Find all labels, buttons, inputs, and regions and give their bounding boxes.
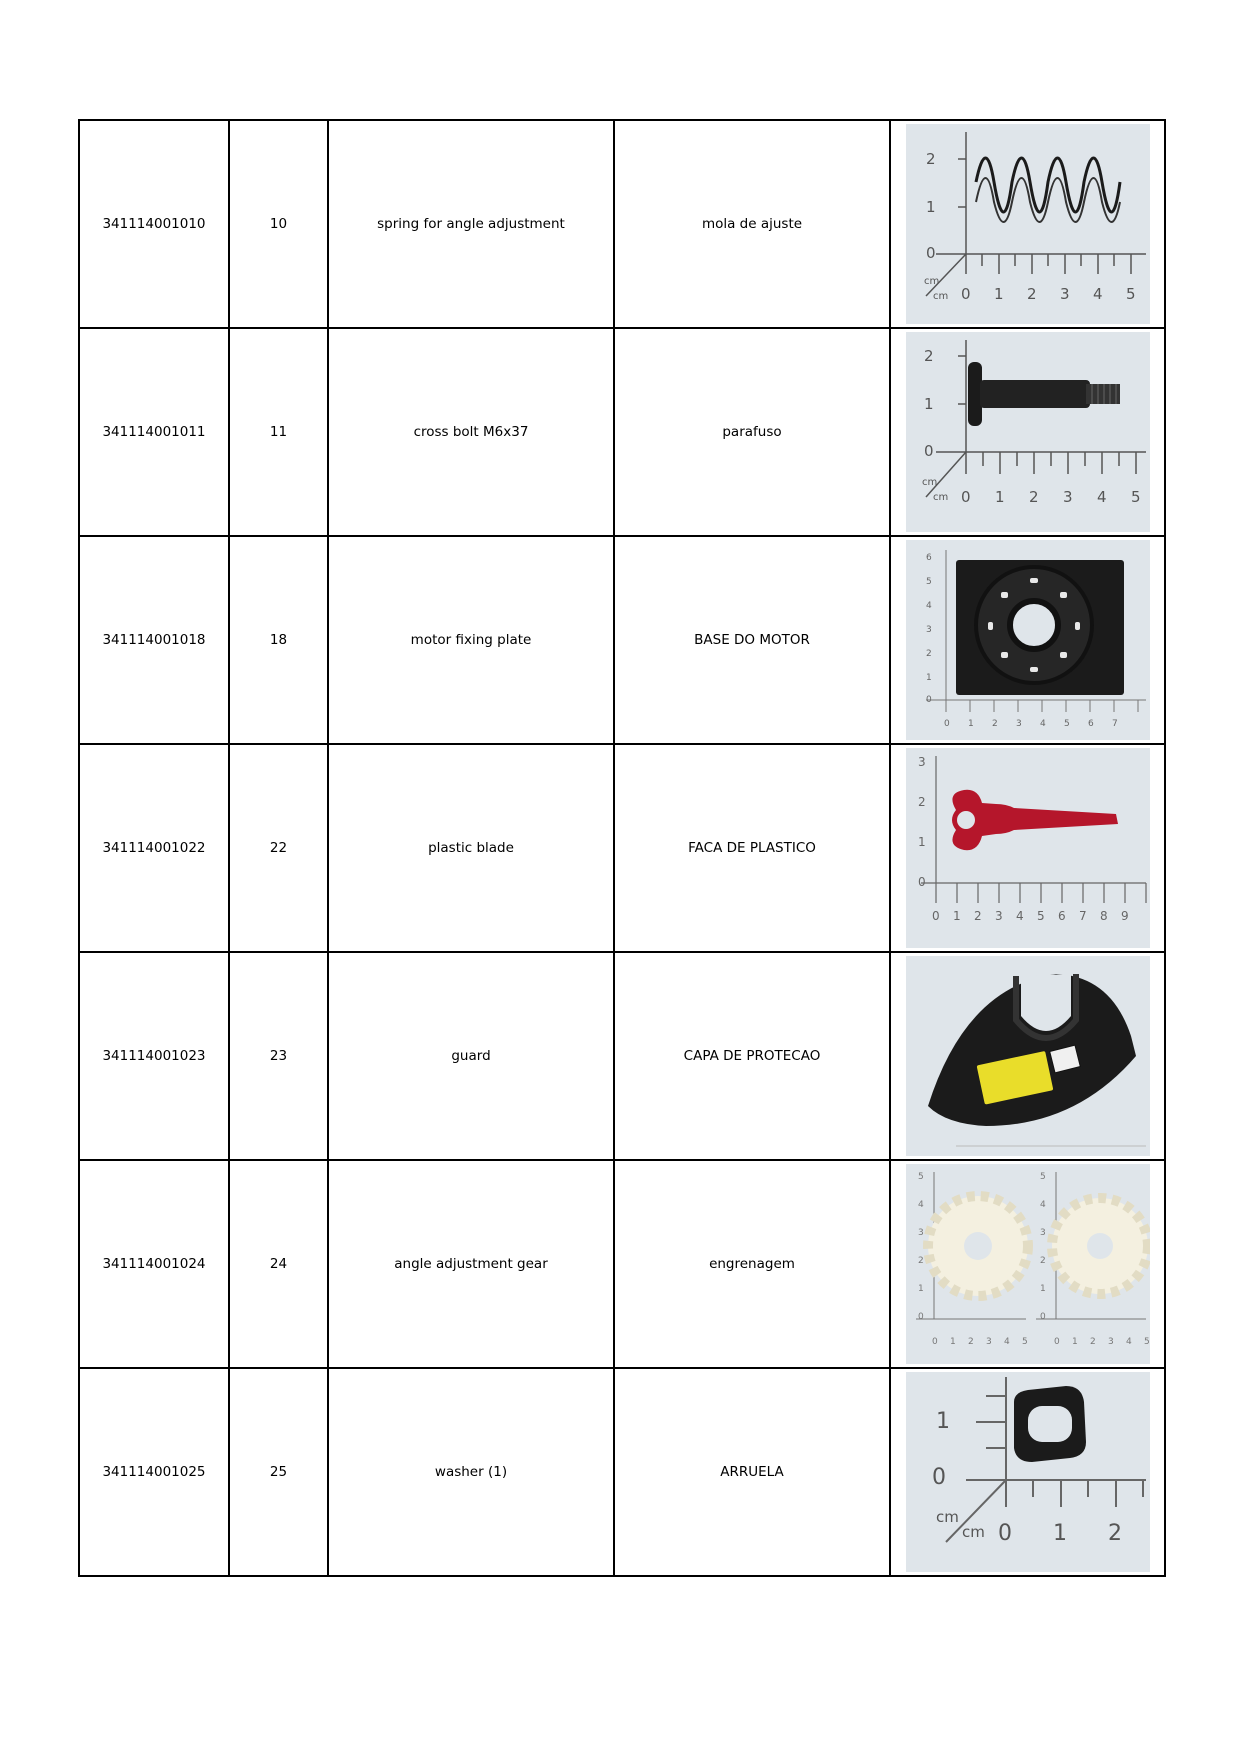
article-number: 341114001022 (79, 744, 229, 952)
svg-text:1: 1 (993, 285, 1004, 303)
svg-text:3: 3 (1015, 719, 1022, 729)
svg-text:2: 2 (991, 719, 998, 729)
spring-icon (906, 124, 1150, 324)
svg-text:4: 4 (1092, 285, 1103, 303)
article-number: 341114001023 (79, 952, 229, 1160)
table-row (79, 744, 1165, 952)
svg-text:2: 2 (925, 150, 936, 168)
svg-text:2: 2 (967, 1337, 974, 1347)
position-number: 18 (229, 536, 328, 744)
svg-text:9: 9 (1120, 909, 1129, 923)
svg-text:3: 3 (917, 755, 926, 769)
svg-text:0: 0 (997, 1521, 1012, 1546)
plate-icon (906, 540, 1150, 740)
svg-text:5: 5 (1021, 1337, 1028, 1347)
svg-text:4: 4 (917, 1200, 924, 1210)
svg-text:5: 5 (1036, 909, 1045, 923)
parts-table (78, 119, 1166, 1577)
svg-text:2: 2 (1039, 1256, 1046, 1266)
svg-text:1: 1 (917, 1284, 924, 1294)
svg-text:3: 3 (1039, 1228, 1046, 1238)
description-pt: mola de ajuste (614, 120, 890, 328)
svg-text:1: 1 (925, 198, 936, 216)
washer-icon (906, 1372, 1150, 1572)
svg-text:0: 0 (943, 719, 950, 729)
position-number: 23 (229, 952, 328, 1160)
svg-text:2: 2 (923, 347, 934, 365)
description-en: cross bolt M6x37 (328, 328, 614, 536)
svg-text:1: 1 (949, 1337, 956, 1347)
svg-text:8: 8 (1099, 909, 1108, 923)
position-number: 24 (229, 1160, 328, 1368)
svg-text:1: 1 (935, 1409, 950, 1434)
svg-text:1: 1 (994, 488, 1005, 506)
svg-text:5: 5 (1039, 1172, 1046, 1182)
blade-icon (906, 748, 1150, 948)
svg-text:cm: cm (932, 291, 948, 302)
position-number: 22 (229, 744, 328, 952)
svg-text:2: 2 (917, 795, 926, 809)
article-number: 341114001018 (79, 536, 229, 744)
svg-text:1: 1 (952, 909, 961, 923)
svg-text:1: 1 (967, 719, 974, 729)
svg-text:0: 0 (1039, 1312, 1046, 1322)
svg-text:cm: cm (921, 477, 937, 488)
position-number: 11 (229, 328, 328, 536)
svg-text:5: 5 (1130, 488, 1141, 506)
table-row (79, 328, 1165, 536)
position-number: 25 (229, 1368, 328, 1576)
article-number: 341114001010 (79, 120, 229, 328)
svg-text:4: 4 (1003, 1337, 1010, 1347)
description-pt: engrenagem (614, 1160, 890, 1368)
svg-text:7: 7 (1111, 719, 1118, 729)
svg-text:4: 4 (1015, 909, 1024, 923)
svg-text:1: 1 (923, 395, 934, 413)
svg-text:3: 3 (917, 1228, 924, 1238)
svg-text:7: 7 (1078, 909, 1087, 923)
svg-text:4: 4 (925, 601, 932, 611)
svg-text:1: 1 (1071, 1337, 1078, 1347)
svg-text:0: 0 (925, 695, 932, 705)
position-number: 10 (229, 120, 328, 328)
description-en: plastic blade (328, 744, 614, 952)
article-number: 341114001011 (79, 328, 229, 536)
description-pt: FACA DE PLASTICO (614, 744, 890, 952)
svg-text:2: 2 (917, 1256, 924, 1266)
description-en: motor fixing plate (328, 536, 614, 744)
svg-text:5: 5 (1125, 285, 1136, 303)
svg-text:3: 3 (925, 625, 932, 635)
svg-text:4: 4 (1039, 719, 1046, 729)
table-row (79, 536, 1165, 744)
table-row (79, 1160, 1165, 1368)
svg-text:cm: cm (961, 1523, 985, 1541)
svg-text:2: 2 (973, 909, 982, 923)
guard-icon (906, 956, 1150, 1156)
svg-text:2: 2 (925, 649, 932, 659)
svg-text:4: 4 (1125, 1337, 1132, 1347)
svg-text:3: 3 (994, 909, 1003, 923)
svg-text:1: 1 (917, 835, 926, 849)
description-pt: parafuso (614, 328, 890, 536)
svg-text:6: 6 (925, 553, 932, 563)
svg-text:0: 0 (931, 1465, 946, 1490)
bolt-icon (906, 332, 1150, 532)
svg-text:0: 0 (1053, 1337, 1060, 1347)
table-row (79, 120, 1165, 328)
article-number: 341114001025 (79, 1368, 229, 1576)
description-pt: ARRUELA (614, 1368, 890, 1576)
svg-text:3: 3 (1062, 488, 1073, 506)
table-row (79, 1368, 1165, 1576)
svg-text:6: 6 (1057, 909, 1066, 923)
svg-text:0: 0 (917, 1312, 924, 1322)
svg-text:5: 5 (925, 577, 932, 587)
svg-text:2: 2 (1089, 1337, 1096, 1347)
gear-icon (906, 1164, 1150, 1364)
svg-text:cm: cm (932, 492, 948, 503)
description-en: washer (1) (328, 1368, 614, 1576)
svg-text:0: 0 (917, 875, 926, 889)
svg-text:1: 1 (925, 673, 932, 683)
svg-text:cm: cm (923, 276, 939, 287)
svg-text:4: 4 (1096, 488, 1107, 506)
svg-text:3: 3 (985, 1337, 992, 1347)
svg-text:4: 4 (1039, 1200, 1046, 1210)
svg-text:1: 1 (1039, 1284, 1046, 1294)
svg-text:6: 6 (1087, 719, 1094, 729)
svg-text:0: 0 (960, 488, 971, 506)
svg-text:0: 0 (925, 244, 936, 262)
svg-text:5: 5 (1143, 1337, 1150, 1347)
svg-text:1: 1 (1052, 1521, 1067, 1546)
svg-text:5: 5 (1063, 719, 1070, 729)
svg-text:0: 0 (931, 1337, 938, 1347)
description-en: angle adjustment gear (328, 1160, 614, 1368)
svg-text:cm: cm (935, 1508, 959, 1526)
svg-text:3: 3 (1059, 285, 1070, 303)
svg-text:5: 5 (917, 1172, 924, 1182)
description-pt: BASE DO MOTOR (614, 536, 890, 744)
description-en: guard (328, 952, 614, 1160)
svg-text:2: 2 (1028, 488, 1039, 506)
svg-text:2: 2 (1107, 1521, 1122, 1546)
svg-text:0: 0 (923, 442, 934, 460)
description-en: spring for angle adjustment (328, 120, 614, 328)
description-pt: CAPA DE PROTECAO (614, 952, 890, 1160)
article-number: 341114001024 (79, 1160, 229, 1368)
svg-text:0: 0 (931, 909, 940, 923)
svg-text:0: 0 (960, 285, 971, 303)
svg-text:2: 2 (1026, 285, 1037, 303)
table-row (79, 952, 1165, 1160)
svg-text:3: 3 (1107, 1337, 1114, 1347)
